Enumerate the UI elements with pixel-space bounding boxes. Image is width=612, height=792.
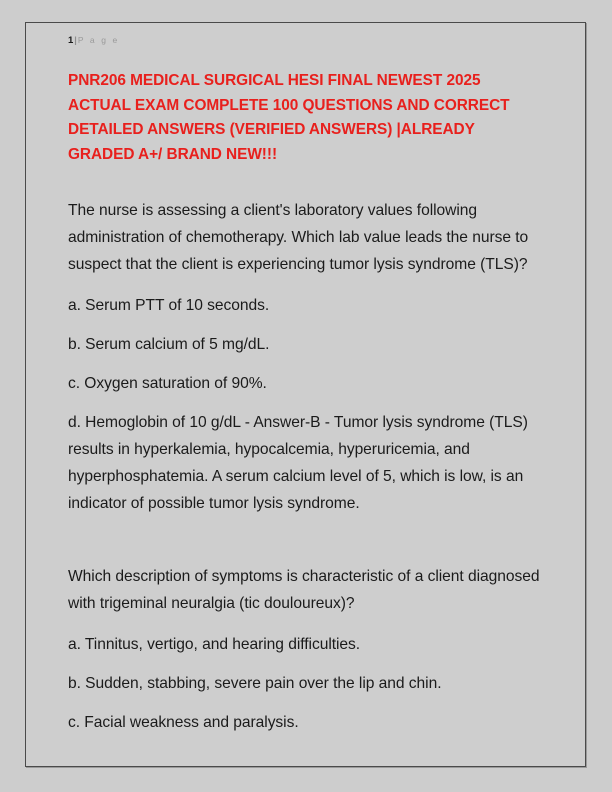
section-spacer (68, 517, 563, 563)
question-option-a: a. Serum PTT of 10 seconds. (68, 297, 270, 314)
page-number: 1 (68, 35, 74, 46)
page-sheet (25, 22, 586, 767)
running-header (68, 33, 563, 48)
question-answer-rationale: d. Hemoglobin of 10 g/dL - Answer-B - Tumor lysis syndrome (TLS) results in hyperkalemia, hypocalcemia, hyperuricemia, and hyperphosphatemia. A serum calcium level of 5, which is low, is an indicator of possible tumor lysis syndrome. (68, 414, 528, 512)
page-header-label: P a g e (77, 35, 120, 45)
question-stem: Which description of symptoms is characteristic of a client diagnosed with trigeminal neuralgia (tic douloureux)? (68, 568, 540, 612)
question-option-c: c. Oxygen saturation of 90%. (68, 375, 267, 392)
question-block-2 (68, 563, 563, 736)
question-block-1 (68, 197, 563, 517)
question-option-a: a. Tinnitus, vertigo, and hearing difficulties. (68, 636, 361, 653)
question-option-b: b. Sudden, stabbing, severe pain over the lip and chin. (68, 675, 442, 692)
question-option-c: c. Facial weakness and paralysis. (68, 714, 299, 731)
page-content (68, 33, 563, 748)
question-stem: The nurse is assessing a client's laboratory values following administration of chemotherapy. Which lab value leads the nurse to suspect that the client is experiencing tumor lysis syndrome (TLS)? (68, 202, 529, 273)
question-option-b: b. Serum calcium of 5 mg/dL. (68, 336, 270, 353)
document-title: PNR206 MEDICAL SURGICAL HESI FINAL NEWEST 2025 ACTUAL EXAM COMPLETE 100 QUESTIONS AND CORRECT DETAILED ANSWERS (VERIFIED ANSWERS) |ALREADY GRADED A+/ BRAND NEW!!! (68, 72, 510, 163)
page-header-separator: | (74, 35, 77, 45)
